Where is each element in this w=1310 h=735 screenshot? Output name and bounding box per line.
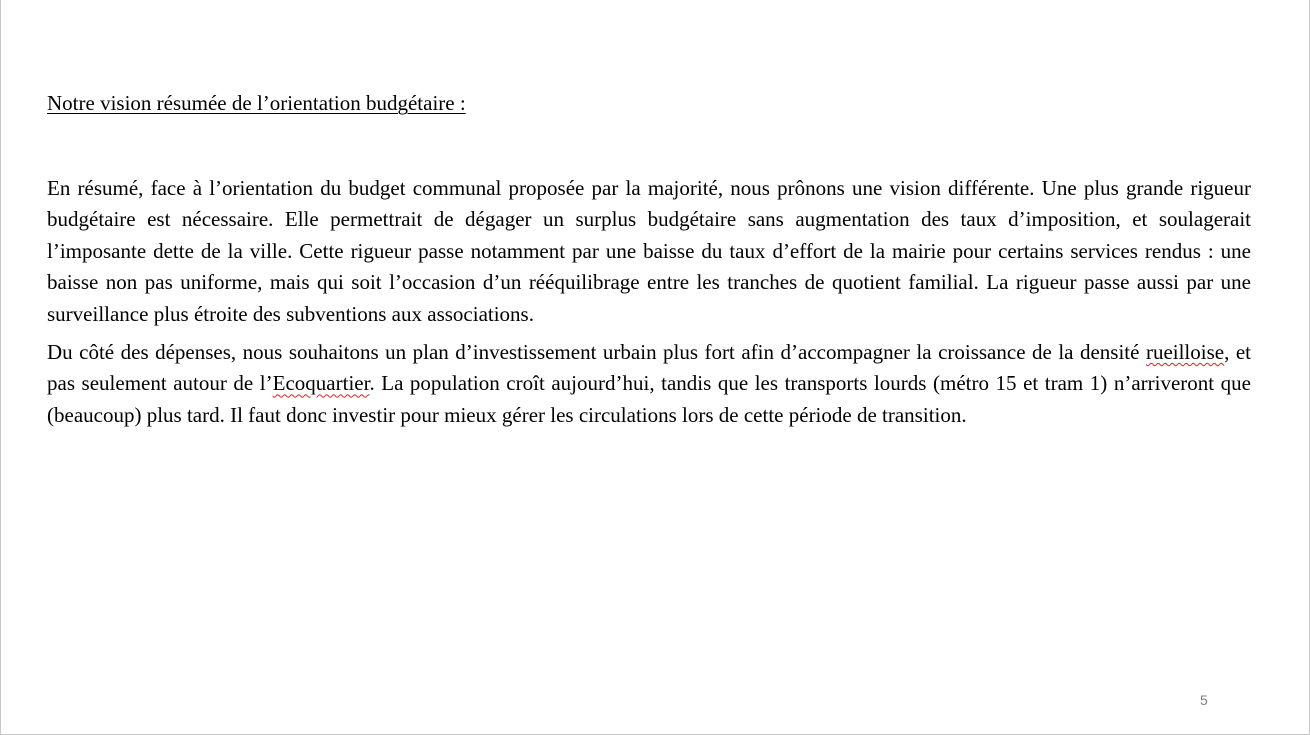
paragraph-budget-rigor[interactable]: En résumé, face à l’orientation du budget communal proposée par la majorité, nous prônons une vision différente. Une plus grande rigueur budgétaire est nécessaire. Elle permettrait de dégager un surplus budgétaire sans augmentation des taux d’imposition, et soulagerait l’imposante dette de la ville. Cette rigueur passe notamment par une baisse du taux d’effort de la mairie pour certains services rendus : une baisse non pas uniforme, mais qui soit l’occasion d’un rééquilibrage entre les tranches de quotient familial. La rigueur passe aussi par une surveillance plus étroite des subventions aux associations. [47, 176, 1251, 326]
body-text [47, 173, 1251, 431]
paragraph-investment-text-1: Du côté des dépenses, nous souhaitons un plan d’investissement urbain plus fort afin d’accompagner la croissance de la densité [47, 340, 1146, 365]
spellcheck-flagged-word[interactable]: Ecoquartier [272, 371, 370, 396]
paragraph-investment-text-2: , et pas seulement autour de l’ [47, 340, 1252, 396]
paragraph-investment[interactable] [47, 337, 1251, 431]
spellcheck-flagged-word[interactable]: rueilloise [1145, 340, 1225, 365]
section-heading: Notre vision résumée de l’orientation budgétaire : [47, 91, 466, 115]
paragraph-investment-text-3: . La population croît aujourd’hui, tandis que les transports lourds (métro 15 et tram 1) n’arriveront que (beaucoup) plus tard. Il faut donc investir pour mieux gérer les circulations lors de cette période de transition. [47, 371, 1251, 427]
page-number: 5 [1200, 692, 1208, 708]
